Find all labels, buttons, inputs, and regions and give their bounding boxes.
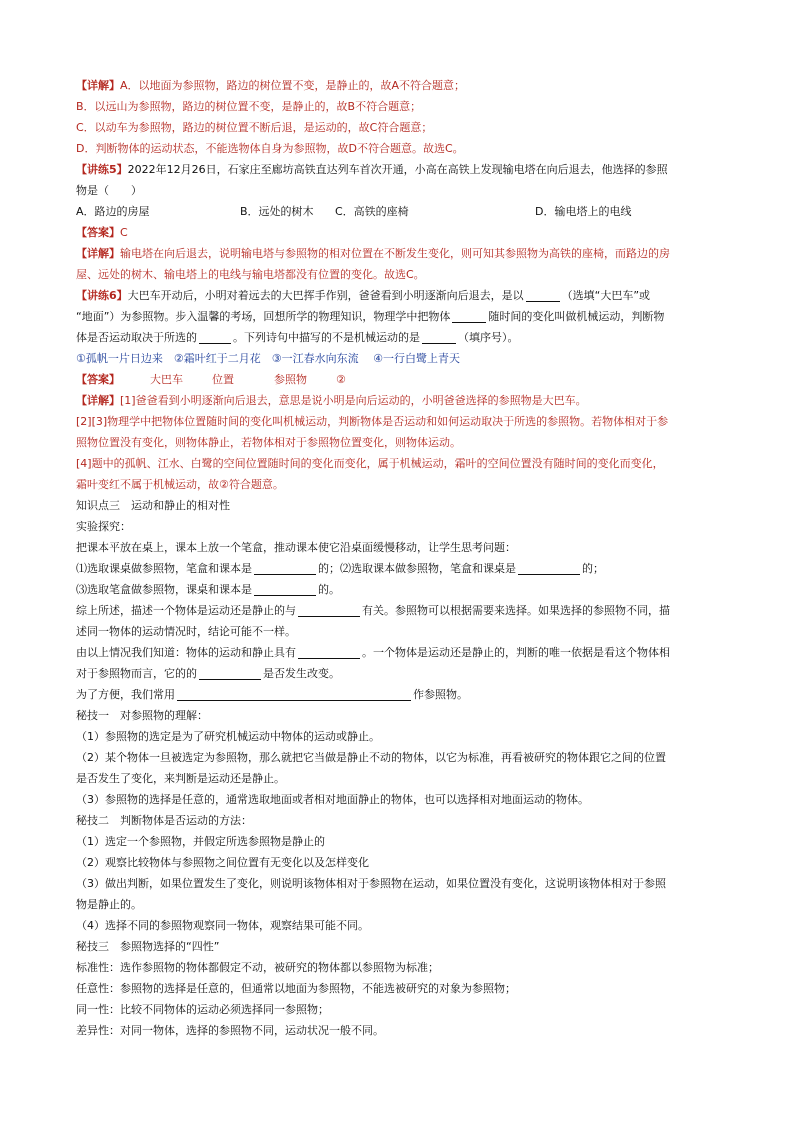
- blank-position-change[interactable]: [199, 666, 261, 680]
- q4-detail-b: B．以远山为参照物，路边的树位置不变，是静止的，故B不符合题意；: [76, 100, 422, 113]
- ex5-detail-line2: 屋、远处的树木、输电塔上的电线与输电塔都没有位置的变化。故选C。: [76, 268, 425, 281]
- kp3-intro: 把课本平放在桌上，课本上放一个笔盒，推动课本使它沿桌面缓慢移动，让学生思考问题：: [76, 541, 516, 554]
- ex6-question-line3: 体是否运动取决于所选的 。下列诗句中描写的不是机械运动的是 （填序号）。: [76, 331, 519, 344]
- tip3-p2: 任意性：参照物的选择是任意的，但通常以地面为参照物，不能选被研究的对象为参照物；: [76, 982, 516, 995]
- blank-summary[interactable]: [298, 603, 360, 617]
- blank-q3[interactable]: [254, 582, 316, 596]
- kp3-q3: ⑶选取笔盒做参照物，课桌和课本是 的。: [76, 583, 340, 596]
- tip3-p1: 标准性：选作参照物的物体都假定不动，被研究的物体都以参照物为标准；: [76, 961, 439, 974]
- document-page: [76, 75, 721, 1041]
- tip1-p2a: （2）某个物体一旦被选定为参照物，那么就把它当做是静止不动的物体，以它为标准，再看被研究的物体跟它之间的位置: [76, 751, 666, 764]
- ex5-option-c: C．高铁的座椅: [335, 205, 409, 218]
- kp3-know-1: 由以上情况我们知道：物体的运动和静止具有 。一个物体是运动还是静止的，判断的唯一依据是看这个物体相: [76, 646, 670, 659]
- blank-q1[interactable]: [254, 561, 316, 575]
- ex6-question-line1: 【讲练6】大巴车开动后，小明对着远去的大巴挥手作别，爸爸看到小明逐渐向后退去，是以 （选填“大巴车”或: [76, 289, 651, 302]
- blank-poem-number[interactable]: [422, 330, 456, 344]
- tip3-p4: 差异性：对同一物体，选择的参照物不同，运动状况一般不同。: [76, 1024, 384, 1037]
- ex5-answer: 【答案】C: [76, 226, 128, 239]
- ex5-tag: 【讲练5】: [76, 163, 128, 176]
- ex5-question-line1: 【讲练5】2022年12月26日，石家庄至廊坊高铁直达列车首次开通，小高在高铁上发现输电塔在向后退去，他选择的参照: [76, 163, 668, 176]
- blank-reference[interactable]: [199, 330, 231, 344]
- tip1-p2b: 是否发生了变化，来判断是运动还是静止。: [76, 772, 285, 785]
- kp3-summary-1: 综上所述，描述一个物体是运动还是静止的与 有关。参照物可以根据需要来选择。如果选择的参照物不同，描: [76, 604, 670, 617]
- tip2-title: 秘技二 判断物体是否运动的方法：: [76, 814, 252, 827]
- ex6-answer: 【答案】 大巴车 位置 参照物 ②: [76, 373, 346, 386]
- blank-position[interactable]: [452, 309, 486, 323]
- ex5-question-line2: 物是（ ）: [76, 184, 142, 197]
- tip2-p3b: 物是静止的。: [76, 898, 142, 911]
- kp3-know-2: 对于参照物而言，它的的 是否发生改变。: [76, 667, 340, 680]
- kp3-convention: 为了方便，我们常用 作参照物。: [76, 688, 468, 701]
- tip2-p2: （2）观察比较物体与参照物之间位置有无变化以及怎样变化: [76, 856, 369, 869]
- tip2-p3a: （3）做出判断，如果位置发生了变化，则说明该物体相对于参照物在运动，如果位置没有变化，这说明该物体相对于参照: [76, 877, 666, 890]
- ex5-option-a: A．路边的房屋: [76, 205, 150, 218]
- tip3-title: 秘技三 参照物选择的“四性”: [76, 940, 220, 953]
- tip2-p4: （4）选择不同的参照物观察同一物体，观察结果可能不同。: [76, 919, 369, 932]
- blank-relativity[interactable]: [298, 645, 360, 659]
- kp3-explore: 实验探究：: [76, 520, 131, 533]
- ex6-detail-1: 【详解】[1]爸爸看到小明逐渐向后退去，意思是说小明是向后运动的，小明爸爸选择的参照物是大巴车。: [76, 394, 587, 407]
- ex6-poems: ①孤帆一片日边来 ②霜叶红于二月花 ③一江春水向东流 ④一行白鹭上青天: [76, 352, 460, 365]
- tip2-p1: （1）选定一个参照物，并假定所选参照物是静止的: [76, 835, 325, 848]
- detail-tag: 【详解】: [76, 79, 120, 92]
- ex6-detail-5: 霜叶变红不属于机械运动，故②符合题意。: [76, 478, 284, 491]
- tip1-title: 秘技一 对参照物的理解：: [76, 709, 208, 722]
- q4-detail-a: 【详解】A．以地面为参照物，路边的树位置不变，是静止的，故A不符合题意；: [76, 79, 466, 92]
- tip1-p3: （3）参照物的选择是任意的，通常选取地面或者相对地面静止的物体，也可以选择相对地面运动的物体。: [76, 793, 589, 806]
- ex6-detail-2: [2][3]物理学中把物体位置随时间的变化叫机械运动，判断物体是否运动和如何运动取决于所选的参照物。若物体相对于参: [76, 415, 669, 428]
- tip3-p3: 同一性：比较不同物体的运动必须选择同一参照物；: [76, 1003, 329, 1016]
- blank-common-reference[interactable]: [177, 687, 411, 701]
- q4-detail-d: D．判断物体的运动状态，不能选物体自身为参照物，故D不符合题意。故选C。: [76, 142, 464, 155]
- ex5-options: [76, 201, 721, 222]
- ex6-detail-3: 照物位置没有变化，则物体静止，若物体相对于参照物位置变化，则物体运动。: [76, 436, 461, 449]
- ex5-option-b: B．远处的树木: [240, 205, 314, 218]
- blank-reference-choice[interactable]: [526, 288, 560, 302]
- q4-detail-c: C．以动车为参照物，路边的树位置不断后退，是运动的，故C符合题意；: [76, 121, 433, 134]
- ex5-option-d: D．输电塔上的电线: [535, 205, 632, 218]
- kp3-summary-2: 述同一物体的运动情况时，结论可能不一样。: [76, 625, 296, 638]
- ex5-detail-line1: 【详解】输电塔在向后退去，说明输电塔与参照物的相对位置在不断发生变化，则可知其参照物为高铁的座椅，而路边的房: [76, 247, 670, 260]
- ex6-detail-4: [4]题中的孤帆、江水、白鹭的空间位置随时间的变化而变化，属于机械运动，霜叶的空间位置没有随时间的变化而变化，: [76, 457, 664, 470]
- kp3-q1: ⑴选取课桌做参照物，笔盒和课本是 的；⑵选取课本做参照物，笔盒和课桌是 的；: [76, 562, 604, 575]
- ex6-question-line2: “地面”）为参照物。步入温馨的考场，回想所学的物理知识，物理学中把物体 随时间的变化叫做机械运动，判断物: [76, 310, 665, 323]
- kp3-title: 知识点三 运动和静止的相对性: [76, 499, 230, 512]
- ex6-tag: 【讲练6】: [76, 289, 128, 302]
- tip1-p1: （1）参照物的选定是为了研究机械运动中物体的运动或静止。: [76, 730, 380, 743]
- blank-q2[interactable]: [518, 561, 580, 575]
